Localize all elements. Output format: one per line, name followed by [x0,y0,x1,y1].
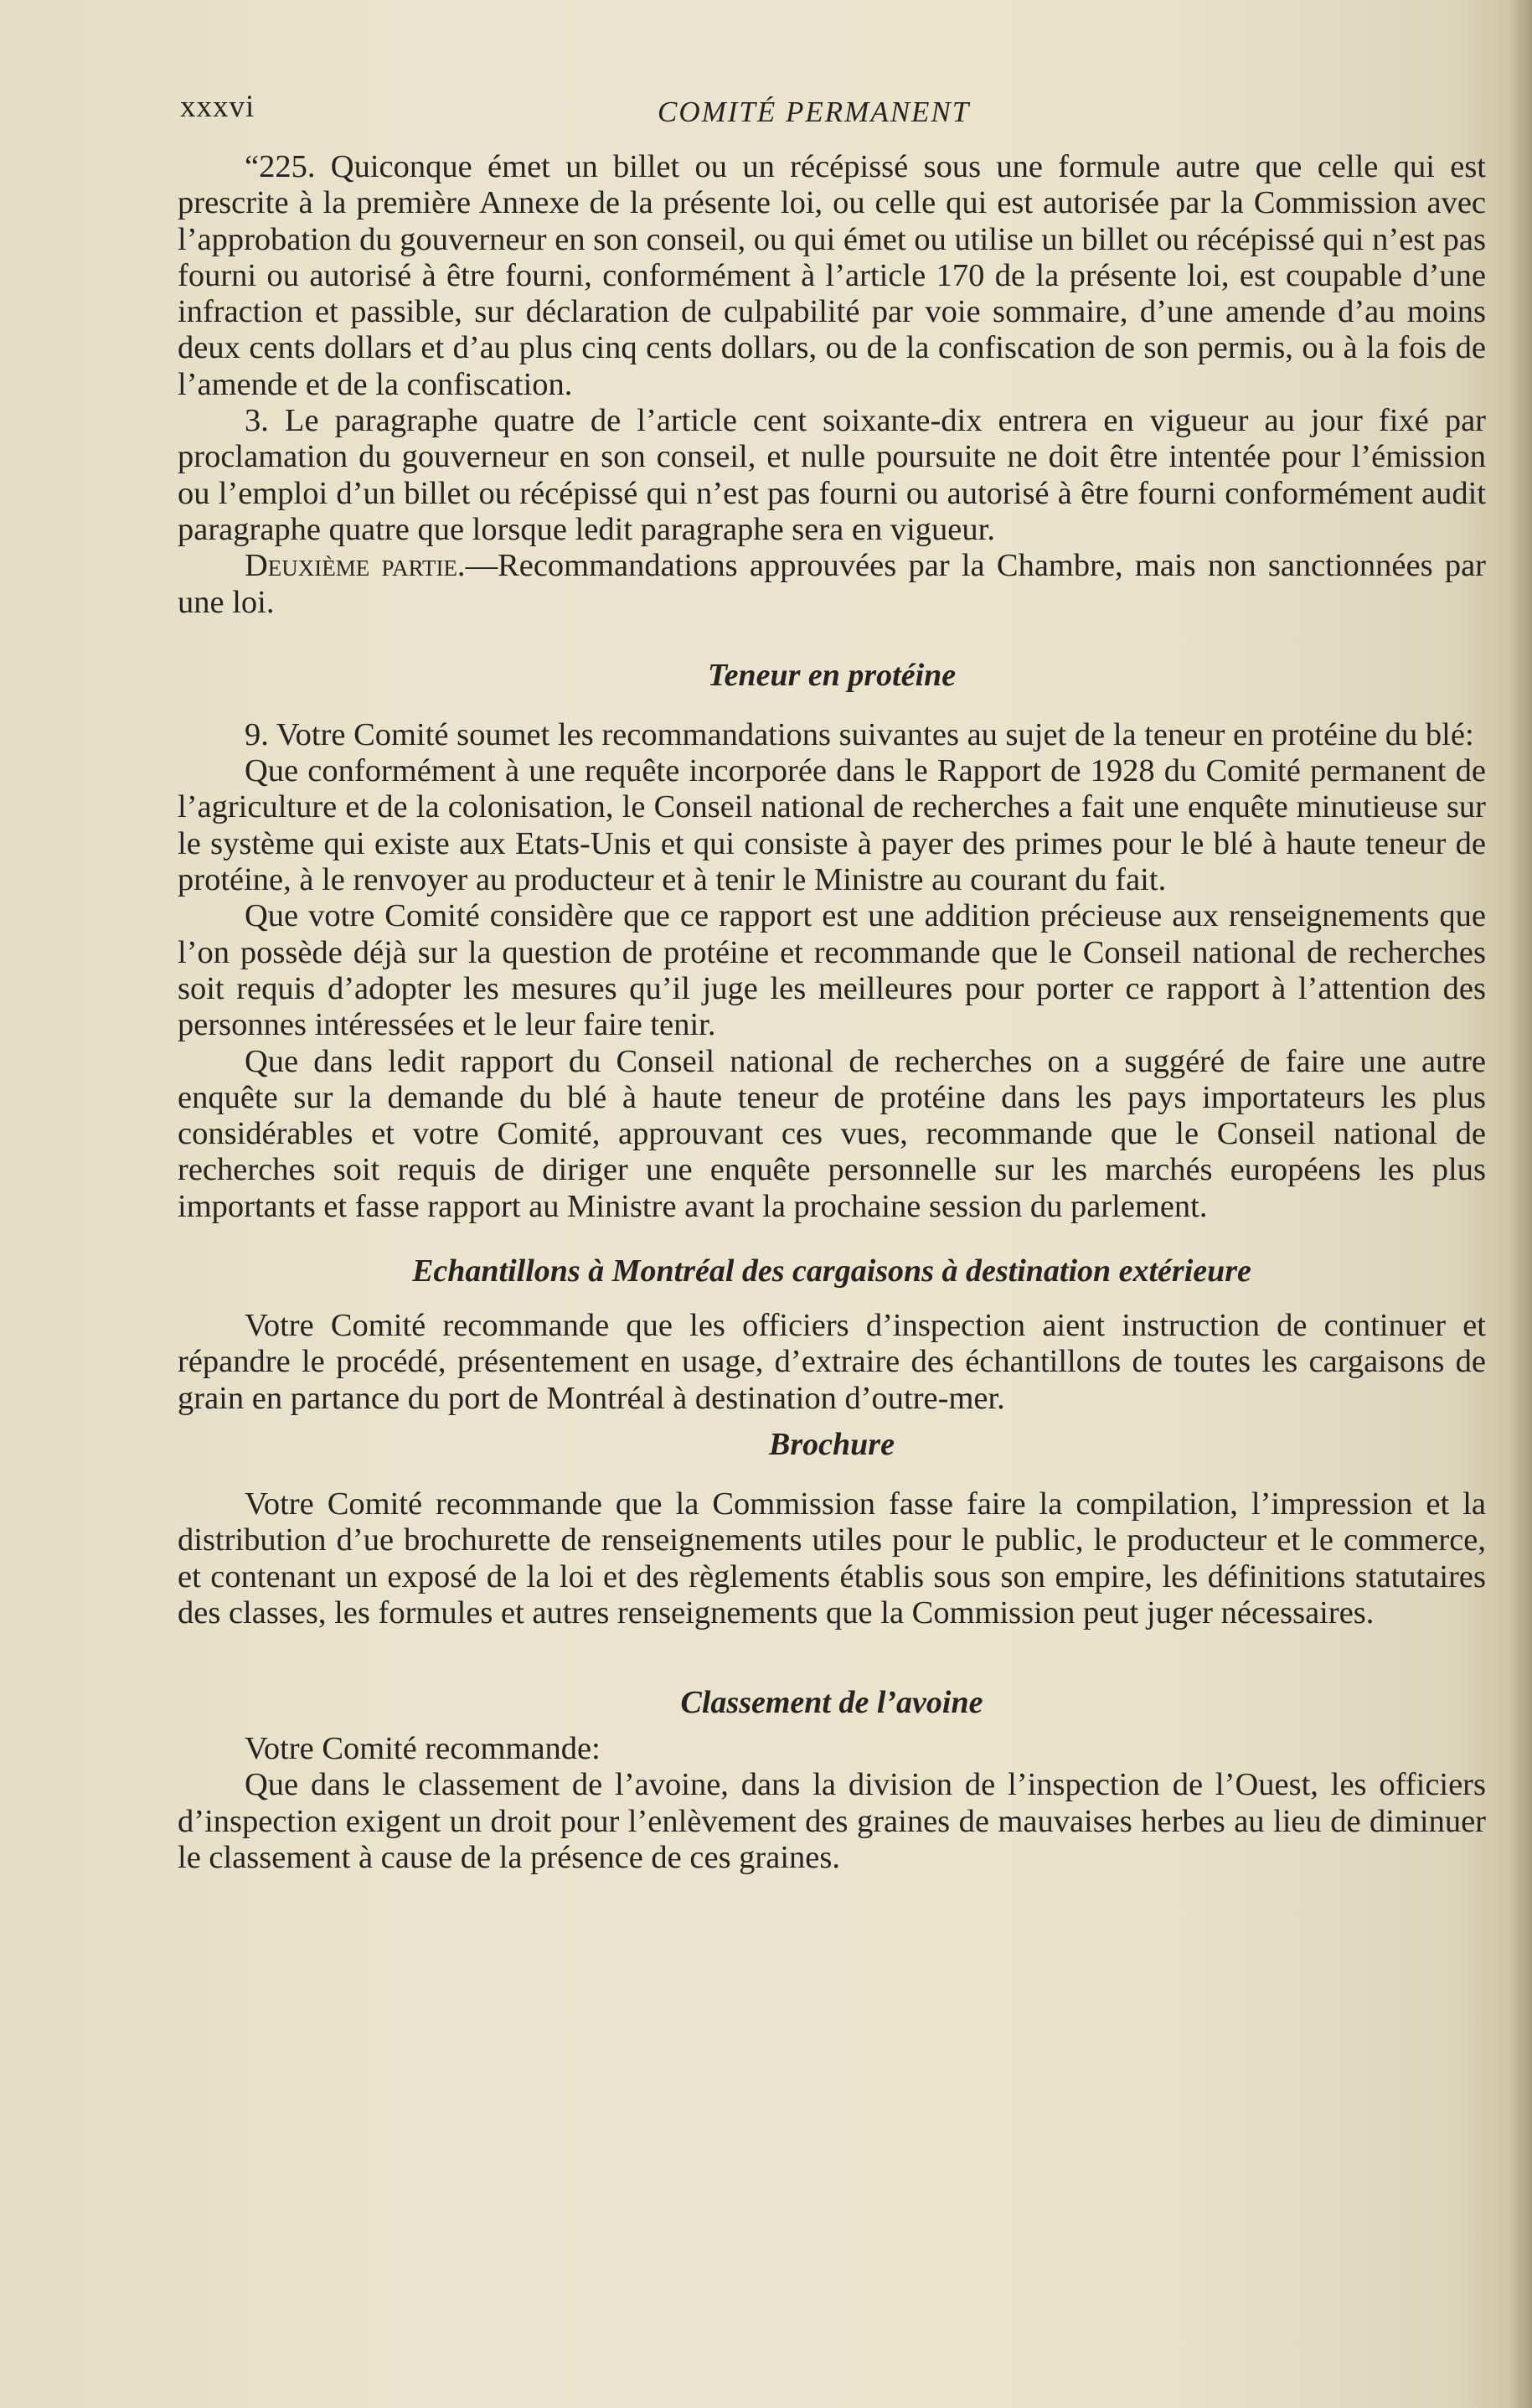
paragraph-requete-1928: Que conformément à une requête incorporée dans le Rapport de 1928 du Comité permanent de l’agriculture et de la colonisation, le Conseil national de recherches a fait une enquête minutieuse sur le système qui existe aux Etats-Unis et qui consiste à payer des primes pour le blé à haute teneur de protéine, à le renvoyer au producteur et à tenir le Ministre au courant du fait. [178,753,1486,898]
paragraph-section-3: 3. Le paragraphe quatre de l’article cent soixante-dix entrera en vigueur au jour fixé par proclamation du gouverneur en son conseil, et nulle poursuite ne doit être intentée pour l’émission ou l’emploi d’un billet ou récépissé qui n’est pas fourni ou autorisé à être fourni conformément audit paragraphe quatre que lorsque ledit paragraphe sera en vigueur. [178,403,1486,547]
part-two-text: —Recommandations approuvées par la Chambre, mais non sanctionnées par une loi. [178,548,1486,620]
running-title: COMITÉ PERMANENT [658,96,971,128]
paragraph-avoine: Que dans le classement de l’avoine, dans la division de l’inspection de l’Ouest, les officiers d’inspection exigent un droit pour l’enlèvement des graines de mauvaises herbes au lieu de diminuer le classement à cause de la présence de ces graines. [178,1767,1486,1875]
heading-brochure: Brochure [769,1426,895,1462]
heading-classement-avoine: Classement de l’avoine [680,1685,983,1721]
paragraph-article-225: “225. Quiconque émet un billet ou un récépissé sous une formule autre que celle qui est prescrite à la première Annexe de la présente loi, ou celle qui est autorisée par la Commission avec l’approbation du gouverneur en son conseil, ou qui émet ou utilise un billet ou récépissé qui n’est pas fourni ou autorisé à être fourni, conformément à l’article 170 de la présente loi, est coupable d’une infraction et passible, sur déclaration de culpabilité par voie sommaire, d’une amende d’au moins deux cents dollars et d’au plus cinq cents dollars, ou de la confiscation de son permis, ou à la fois de l’amende et de la confiscation. [178,149,1486,402]
paragraph-rapport-precieux: Que votre Comité considère que ce rapport est une addition précieuse aux renseignements que l’on possède déjà sur la question de protéine et recommande que le Conseil national de recherches soit requis d’adopter les mesures qu’il juge les meilleures pour porter ce rapport à l’attention des personnes intéressées et le leur faire tenir. [178,898,1486,1043]
paragraph-9: 9. Votre Comité soumet les recommandations suivantes au sujet de la teneur en protéine du blé: [245,716,1474,752]
heading-teneur-proteine: Teneur en protéine [707,657,957,693]
paragraph-echantillons: Votre Comité recommande que les officiers d’inspection aient instruction de continuer et répandre le procédé, présentement en usage, d’extraire des échantillons de toutes les cargaisons de grain en partance du port de Montréal à destination d’outre-mer. [178,1308,1486,1416]
book-spine-edge [1509,0,1532,2408]
part-two-label: Deuxième partie. [245,548,466,584]
page-number: xxxvi [180,90,255,124]
paragraph-enquete-marches: Que dans ledit rapport du Conseil national de recherches on a suggéré de faire une autre enquête sur la demande du blé à haute teneur de protéine dans les pays importateurs les plus considérables et votre Comité, approuvant ces vues, recommande que le Conseil national de recherches soit requis de diriger une enquête personnelle sur les marchés européens les plus importants et fasse rapport au Ministre avant la prochaine session du parlement. [178,1043,1486,1224]
paragraph-comite-recommande: Votre Comité recommande: [245,1731,601,1767]
main-text [178,149,1486,1876]
heading-echantillons: Echantillons à Montréal des cargaisons à destination extérieure [412,1253,1251,1289]
paragraph-brochure: Votre Comité recommande que la Commission fasse faire la compilation, l’impression et la distribution d’ue brochurette de renseignements utiles pour le public, le producteur et le commerce, et contenant un exposé de la loi et des règlements établis sous son empire, les définitions statutaires des classes, les formules et autres renseignements que la Commission peut juger nécessaires. [178,1486,1486,1630]
paragraph-part-two [178,548,1486,621]
running-head [180,84,1487,134]
